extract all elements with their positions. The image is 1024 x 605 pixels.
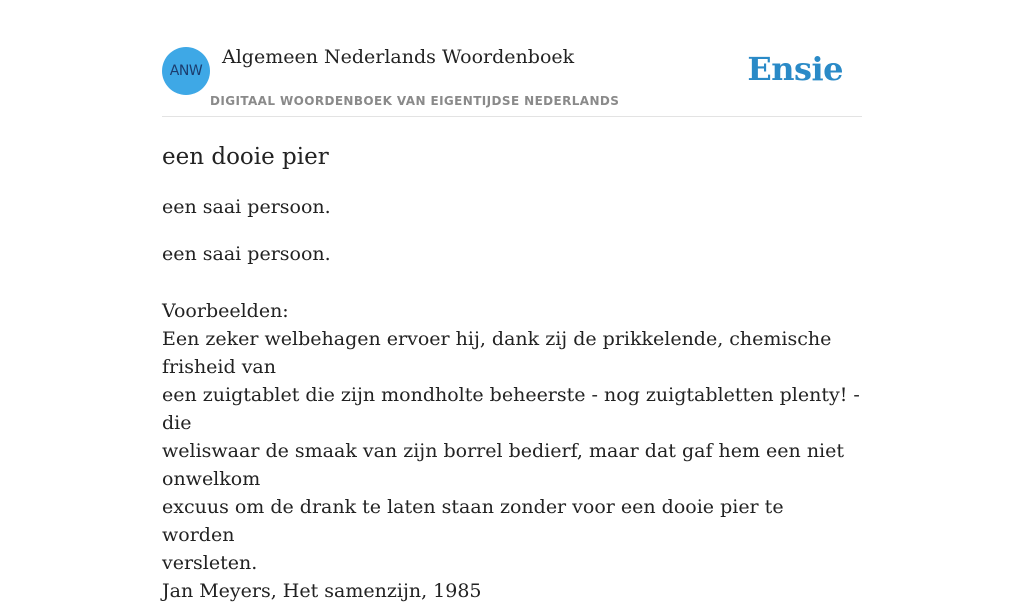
examples-block: [162, 297, 862, 605]
ensie-brand-logo[interactable]: Ensie: [747, 50, 843, 88]
examples-label: Voorbeelden:: [162, 300, 289, 322]
example-line: weliswaar de smaak van zijn borrel bedierf, maar dat gaf hem een niet onwelkom: [162, 440, 845, 490]
entry-headword: een dooie pier: [162, 144, 329, 170]
anw-logo[interactable]: [162, 47, 210, 95]
page-container: [162, 0, 862, 605]
site-header: [162, 0, 862, 117]
entry-definition-repeat: een saai persoon.: [162, 243, 331, 265]
example-line: excuus om de drank te laten staan zonder voor een dooie pier te worden: [162, 496, 784, 546]
site-title[interactable]: Algemeen Nederlands Woordenboek: [222, 46, 575, 68]
example-line: Een zeker welbehagen ervoer hij, dank zij de prikkelende, chemische frisheid van: [162, 328, 832, 378]
example-source: Jan Meyers, Het samenzijn, 1985: [162, 580, 482, 602]
site-subtitle: DIGITAAL WOORDENBOEK VAN EIGENTIJDSE NEDERLANDS: [210, 94, 620, 108]
example-line: versleten.: [162, 552, 258, 574]
example-line: een zuigtablet die zijn mondholte beheerste - nog zuigtabletten plenty! - die: [162, 384, 860, 434]
logo-text: ANW: [169, 63, 203, 79]
entry-definition: een saai persoon.: [162, 196, 331, 218]
